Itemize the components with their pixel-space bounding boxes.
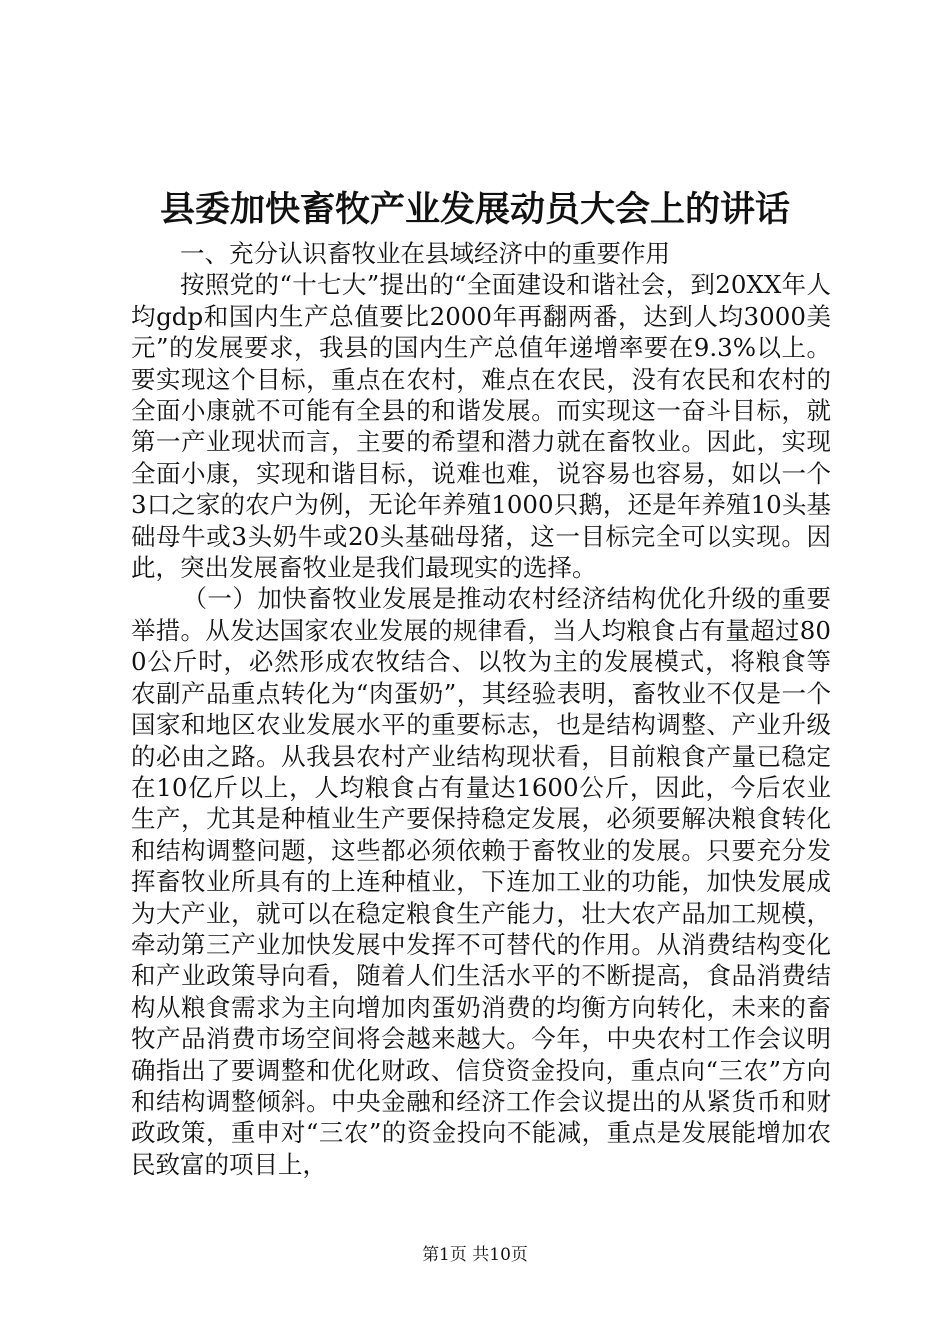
document-body [131, 238, 831, 1180]
section-heading: 一、充分认识畜牧业在县域经济中的重要作用 [180, 239, 670, 268]
body-paragraph: （一）加快畜牧业发展是推动农村经济结构优化升级的重要举措。从发达国家农业发展的规律看，当人均粮食占有量超过800公斤时，必然形成农牧结合、以牧为主的发展模式，将粮食等农副产品重点转化为“肉蛋奶”，其经验表明，畜牧业不仅是一个国家和地区农业发展水平的重要标志，也是结构调整、产业升级的必由之路。从我县农村产业结构现状看，目前粮食产量已稳定在10亿斤以上，人均粮食占有量达1600公斤，因此，今后农业生产，尤其是种植业生产要保持稳定发展，必须要解决粮食转化和结构调整问题，这些都必须依赖于畜牧业的发展。只要充分发挥畜牧业所具有的上连种植业，下连加工业的功能，加快发展成为大产业，就可以在稳定粮食生产能力，壮大农产品加工规模，牵动第三产业加快发展中发挥不可替代的作用。从消费结构变化和产业政策导向看，随着人们生活水平的不断提高，食品消费结构从粮食需求为主向增加肉蛋奶消费的均衡方向转化，未来的畜牧产品消费市场空间将会越来越大。今年，中央农村工作会议明确指出了要调整和优化财政、信贷资金投向，重点向“三农”方向和结构调整倾斜。中央金融和经济工作会议提出的从紧货币和财政政策，重申对“三农”的资金投向不能减，重点是发展能增加农民致富的项目上， [131, 584, 831, 1179]
page-footer: 第1页 共10页 [422, 1245, 528, 1265]
document-title: 县委加快畜牧产业发展动员大会上的讲话 [159, 189, 790, 230]
body-paragraph: 按照党的“十七大”提出的“全面建设和谐社会，到20XX年人均gdp和国内生产总值要比2000年再翻两番，达到人均3000美元”的发展要求，我县的国内生产总值年递增率要在9.3%以上。要实现这个目标，重点在农村，难点在农民，没有农民和农村的全面小康就不可能有全县的和谐发展。而实现这一奋斗目标，就第一产业现状而言，主要的希望和潜力就在畜牧业。因此，实现全面小康，实现和谐目标，说难也难，说容易也容易，如以一个3口之家的农户为例，无论年养殖1000只鹅，还是年养殖10头基础母牛或3头奶牛或20头基础母猪，这一目标完全可以实现。因此，突出发展畜牧业是我们最现实的选择。 [131, 270, 831, 583]
